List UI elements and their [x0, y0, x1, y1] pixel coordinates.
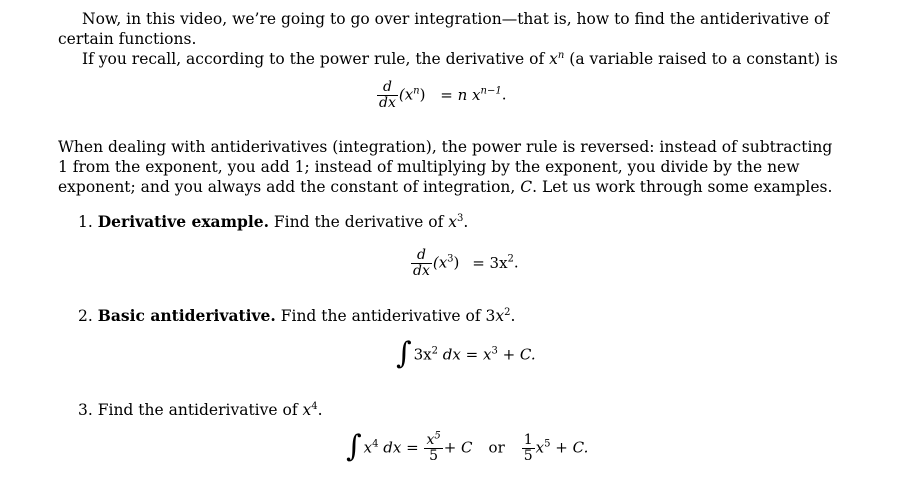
d-dx-fraction: $\frac{d}{dx}$: [379, 79, 396, 111]
integral-sign: ∫: [396, 336, 412, 371]
intro-line-1: Now, in this video, we’re going to go over integration—that is, how to find the antiderivative of certain functions.: [58, 10, 830, 48]
list-item-1: 1. Derivative example. Find the derivative of $x^3$.: [78, 212, 469, 231]
antiderivative-explanation: When dealing with antiderivatives (integration), the power rule is reversed: instead of subtracting 1 from the exponent, you add 1; instead of multiplying by the exponent, you divide by the new exponent; and you always add the constant of integration, C. Let us work through some examples.: [58, 138, 833, 196]
derivative-example-equation: $\frac{d}{dx}$ $(x^3) = 3x^2$.: [413, 247, 519, 279]
power-rule-equation: $\frac{d}{dx}$ $(x^n) = n$ $x^{n-1}$.: [379, 79, 507, 111]
integral-sign: ∫: [346, 429, 362, 464]
list-item-3: 3. Find the antiderivative of $x^4$.: [78, 400, 323, 419]
power-antiderivative-equation: ∫ $x^4$ dx = $\frac{x^5}{5}$ + C or $\frac{1}{5}$ $x^5 + C$.: [346, 429, 589, 464]
intro-power-rule-sentence: If you recall, according to the power rule, the derivative of $x^n$ (a variable raised to a constant) is: [82, 49, 838, 68]
x5-over-5-fraction: $\frac{x^5}{5}$: [426, 430, 441, 464]
one-fifth-fraction: $\frac{1}{5}$: [523, 432, 533, 464]
basic-antiderivative-equation: ∫ $3x^2$ dx = $x^3 + C$.: [396, 336, 536, 371]
intro-paragraph: [58, 9, 844, 49]
list-item-2: 2. Basic antiderivative. Find the antiderivative of $3x^2$.: [78, 306, 516, 325]
